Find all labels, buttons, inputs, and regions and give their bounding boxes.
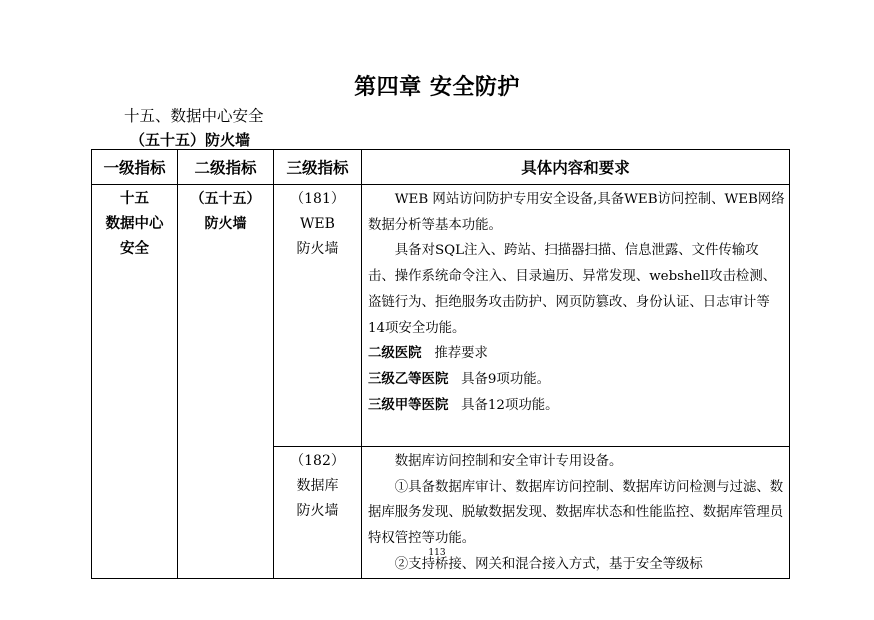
content-paragraph: 数据库访问控制和安全审计专用设备。	[394, 454, 623, 469]
header-level1: 一级指标	[92, 150, 178, 185]
level3-line: 防火墙	[296, 503, 339, 519]
table-row	[92, 185, 790, 447]
level3-cell	[274, 447, 362, 579]
content-paragraph: 具备对SQL注入、跨站、扫描器扫描、信息泄露、文件传输攻击、操作系统命令注入、目录遍历、异常发现、webshell攻击检测、盗链行为、拒绝服务攻击防护、网页防篡改、身份认证、日志审计等14项安全功能。	[368, 243, 777, 336]
level3-line: （181）	[290, 191, 345, 207]
subsection-title: （五十五）防火墙	[130, 131, 251, 149]
level3-cell	[274, 185, 362, 447]
level3-line: （182）	[290, 453, 345, 469]
content-paragraph: WEB 网站访问防护专用安全设备,具备WEB访问控制、WEB网络数据分析等基本功能。	[368, 192, 785, 233]
content-cell	[362, 447, 790, 579]
requirement-text: 具备9项功能。	[461, 371, 550, 387]
level2-line: （五十五）	[190, 191, 261, 207]
header-level2: 二级指标	[178, 150, 274, 185]
requirement-line	[368, 393, 785, 419]
requirement-line	[368, 367, 785, 393]
level2-cell	[178, 185, 274, 579]
chapter-title: 第四章 安全防护	[354, 75, 520, 100]
level3-line: 数据库	[296, 478, 339, 494]
header-level3: 三级指标	[274, 150, 362, 185]
level1-line: 数据中心	[105, 216, 164, 232]
requirement-text: 具备12项功能。	[461, 397, 559, 413]
level1-line: 十五	[120, 191, 149, 207]
level2-line: 防火墙	[204, 216, 247, 232]
requirement-label: 三级乙等医院	[368, 370, 449, 387]
requirement-label: 二级医院	[368, 345, 422, 362]
level3-line: 防火墙	[296, 241, 339, 257]
content-paragraph: ①具备数据库审计、数据库访问控制、数据库访问检测与过滤、数据库服务发现、脱敏数据发现、数据库状态和性能监控、数据库管理员特权管控等功能。	[368, 479, 784, 547]
requirement-line	[368, 341, 785, 367]
page-number: 113	[428, 548, 446, 558]
table-header-row	[92, 150, 790, 185]
section-title: 十五、数据中心安全	[124, 107, 264, 125]
content-cell	[362, 185, 790, 447]
content-paragraph: ②支持桥接、网关和混合接入方式，基于安全等级标	[394, 556, 703, 572]
requirement-text: 推荐要求	[434, 346, 488, 362]
level1-cell	[92, 185, 178, 579]
level1-line: 安全	[120, 241, 149, 257]
header-content: 具体内容和要求	[362, 150, 790, 185]
requirement-label: 三级甲等医院	[368, 396, 449, 413]
indicator-table	[91, 149, 790, 579]
level3-line: WEB	[300, 216, 335, 232]
